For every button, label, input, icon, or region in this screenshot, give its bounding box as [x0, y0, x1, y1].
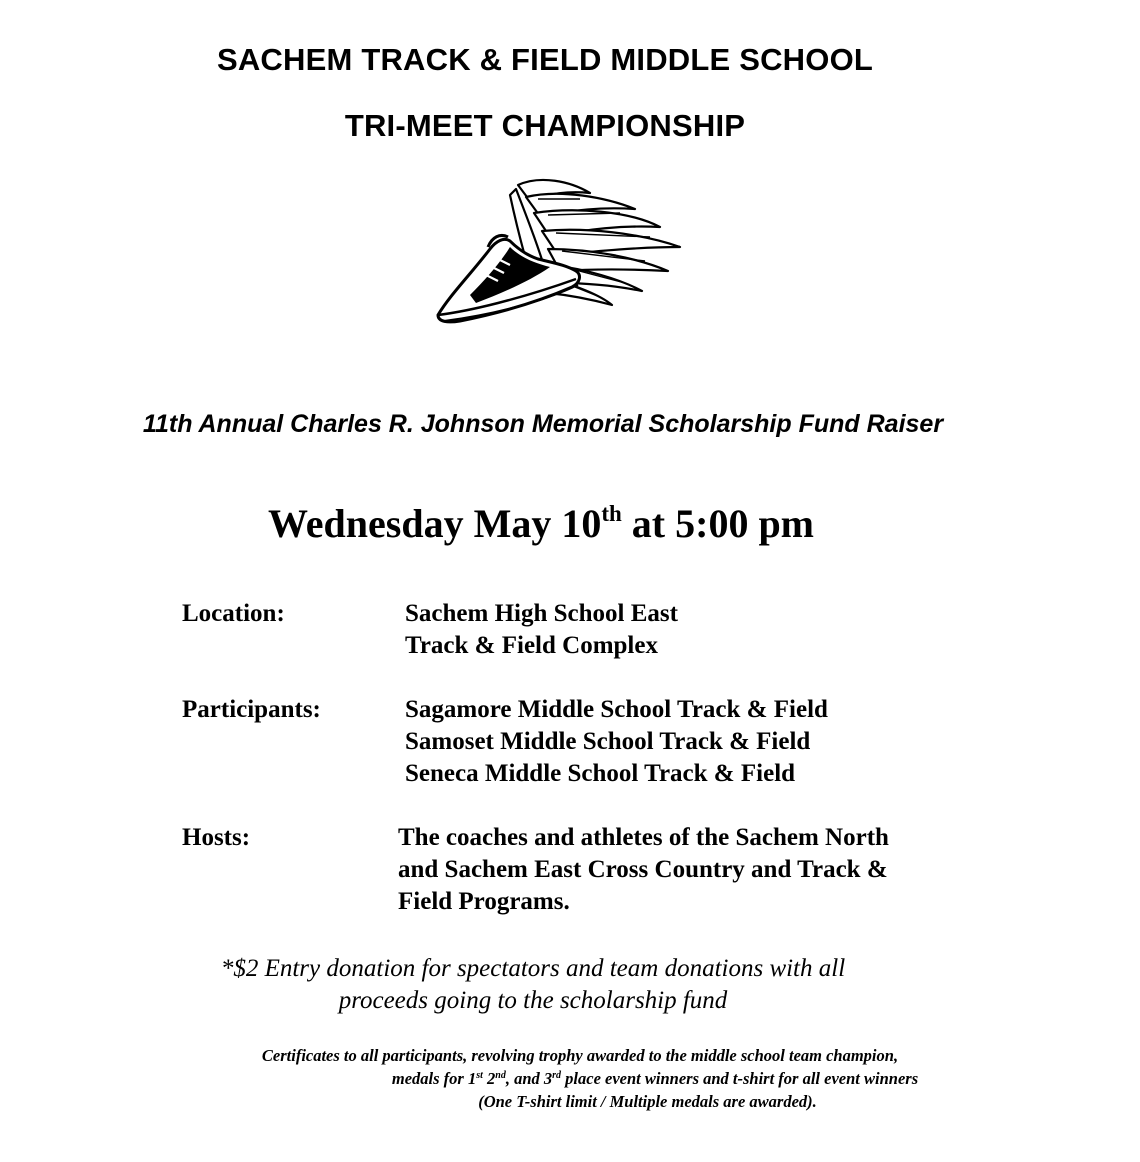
participants-value [405, 694, 828, 790]
awards-ordinal: nd [495, 1070, 506, 1081]
awards-ordinal: rd [552, 1070, 562, 1081]
hosts-label: Hosts: [182, 824, 251, 851]
hosts-line: Field Programs. [398, 888, 570, 915]
awards-text: , and 3 [505, 1069, 553, 1088]
event-date-day: Wednesday May 10 [267, 501, 602, 546]
hosts-line: The coaches and athletes of the Sachem North [398, 824, 889, 851]
participants-label: Participants: [182, 696, 321, 723]
awards-line-1: Certificates to all participants, revolving trophy awarded to the middle school team champion, [261, 1046, 899, 1065]
event-date-ordinal: th [601, 501, 622, 526]
entry-note-line-2: proceeds going to the scholarship fund [338, 987, 728, 1014]
participant-item: Sagamore Middle School Track & Field [405, 696, 828, 723]
event-date-time: at 5:00 pm [631, 501, 815, 546]
awards-text: medals for 1 [391, 1069, 477, 1088]
hosts-value [398, 822, 889, 918]
awards-text: place event winners and t-shirt for all event winners [561, 1069, 919, 1088]
location-label: Location: [182, 600, 285, 627]
location-value [405, 598, 678, 662]
event-subtitle: 11th Annual Charles R. Johnson Memorial Scholarship Fund Raiser [142, 410, 944, 438]
location-line: Track & Field Complex [405, 632, 658, 659]
title-line-2: TRI-MEET CHAMPIONSHIP [344, 108, 746, 143]
hosts-line: and Sachem East Cross Country and Track & [398, 856, 888, 883]
title-line-1: SACHEM TRACK & FIELD MIDDLE SCHOOL [216, 42, 874, 77]
entry-donation-note [0, 953, 1066, 1017]
event-date [0, 500, 1082, 547]
awards-line-3: (One T-shirt limit / Multiple medals are awarded). [478, 1092, 817, 1111]
location-line: Sachem High School East [405, 600, 678, 627]
participant-item: Samoset Middle School Track & Field [405, 728, 811, 755]
awards-text: 2 [482, 1069, 496, 1088]
entry-note-line-1: *$2 Entry donation for spectators and team donations with all [220, 955, 846, 982]
participant-item: Seneca Middle School Track & Field [405, 760, 796, 787]
awards-note [0, 1044, 1140, 1113]
awards-ordinal: st [476, 1070, 483, 1081]
winged-shoe-icon [430, 175, 695, 330]
awards-line-2 [0, 1067, 1140, 1090]
